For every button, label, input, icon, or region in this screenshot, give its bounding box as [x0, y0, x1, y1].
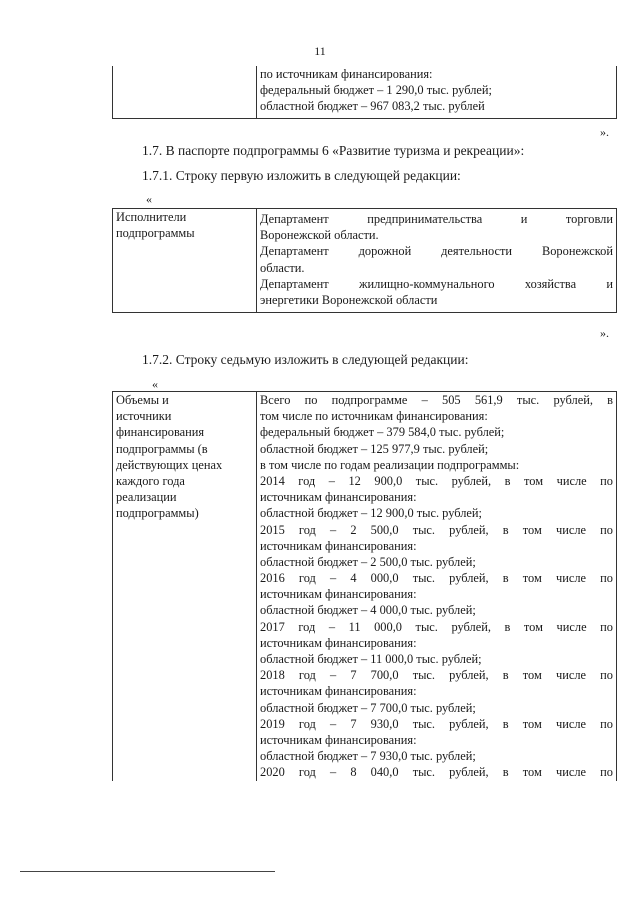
- cell-line: областной бюджет – 11 000,0 тыс. рублей;: [260, 652, 482, 666]
- cell-line: 2014 год – 12 900,0 тыс. рублей, в том числе по: [260, 473, 613, 488]
- cell-line: подпрограммы: [116, 226, 195, 241]
- close-quote: ».: [600, 125, 609, 139]
- cell-line: областной бюджет – 967 083,2 тыс. рублей: [260, 99, 485, 114]
- cell-line: Департамент предпринимательства и торговли: [260, 212, 613, 226]
- cell-line: Воронежской области.: [260, 228, 379, 243]
- cell-line: 2018 год – 7 700,0 тыс. рублей, в том числе по: [260, 668, 613, 683]
- cell-line: областной бюджет – 7 700,0 тыс. рублей;: [260, 700, 476, 715]
- cell-line: том числе по источникам финансирования:: [260, 409, 488, 424]
- page-number: 11: [314, 44, 326, 58]
- funding-table-continuation: [112, 66, 617, 119]
- cell-line: областной бюджет – 12 900,0 тыс. рублей;: [260, 506, 482, 521]
- open-quote: «: [152, 377, 158, 391]
- cell-line: 2015 год – 2 500,0 тыс. рублей, в том числе по: [260, 522, 613, 537]
- cell-line: энергетики Воронежской области: [260, 292, 438, 307]
- table-cell-text: [257, 209, 617, 313]
- cell-line: источникам финансирования:: [260, 732, 417, 747]
- cell-line: источникам финансирования:: [260, 490, 417, 505]
- cell-line: федеральный бюджет – 1 290,0 тыс. рублей;: [260, 83, 492, 98]
- open-quote: «: [146, 192, 152, 206]
- cell-line: 2017 год – 11 000,0 тыс. рублей, в том числе по: [260, 619, 613, 634]
- table-cell-text: [257, 66, 617, 119]
- cell-line: 2020 год – 8 040,0 тыс. рублей, в том числе по: [260, 765, 613, 780]
- cell-line: источникам финансирования:: [260, 538, 417, 553]
- table-row: [113, 209, 617, 313]
- funding-volumes-table: [112, 391, 617, 781]
- cell-line: областной бюджет – 7 930,0 тыс. рублей;: [260, 749, 476, 764]
- close-quote: ».: [600, 326, 609, 340]
- table-cell-label: [113, 392, 257, 781]
- paragraph-1-7-2: 1.7.2. Строку седьмую изложить в следующей редакции:: [142, 352, 469, 367]
- cell-line: по источникам финансирования:: [260, 67, 433, 81]
- cell-line: источники: [116, 409, 172, 424]
- footer-divider: [20, 871, 275, 872]
- cell-line: каждого года: [116, 474, 185, 489]
- cell-line: Департамент жилищно-коммунального хозяйства и: [260, 276, 613, 291]
- cell-line: федеральный бюджет – 379 584,0 тыс. рублей;: [260, 425, 505, 440]
- cell-line: источникам финансирования:: [260, 635, 417, 650]
- cell-line: областной бюджет – 2 500,0 тыс. рублей;: [260, 554, 476, 569]
- cell-line: областной бюджет – 4 000,0 тыс. рублей;: [260, 603, 476, 618]
- cell-line: Департамент дорожной деятельности Воронежской: [260, 244, 613, 259]
- executors-table: [112, 208, 617, 313]
- cell-line: 2019 год – 7 930,0 тыс. рублей, в том числе по: [260, 716, 613, 731]
- cell-line: в том числе по годам реализации подпрограммы:: [260, 457, 520, 472]
- table-cell-text: [257, 392, 617, 781]
- cell-line: области.: [260, 260, 305, 275]
- paragraph-1-7-1: 1.7.1. Строку первую изложить в следующей редакции:: [142, 168, 461, 183]
- cell-line: Всего по подпрограмме – 505 561,9 тыс. рублей, в: [260, 393, 613, 407]
- table-cell-empty: [113, 66, 257, 119]
- cell-line: реализации: [116, 490, 177, 505]
- table-row: [113, 66, 617, 119]
- cell-line: действующих ценах: [116, 457, 223, 472]
- cell-line: финансирования: [116, 425, 205, 440]
- cell-line: источникам финансирования:: [260, 684, 417, 699]
- cell-line: источникам финансирования:: [260, 587, 417, 602]
- table-cell-label: [113, 209, 257, 313]
- cell-line: областной бюджет – 125 977,9 тыс. рублей;: [260, 441, 489, 456]
- paragraph-1-7: 1.7. В паспорте подпрограммы 6 «Развитие туризма и рекреации»:: [142, 143, 525, 158]
- cell-line: подпрограммы (в: [116, 441, 208, 456]
- table-row: [113, 392, 617, 781]
- cell-line: 2016 год – 4 000,0 тыс. рублей, в том числе по: [260, 571, 613, 586]
- cell-line: Объемы и: [116, 393, 169, 407]
- cell-line: подпрограммы): [116, 506, 199, 521]
- cell-line: Исполнители: [116, 210, 187, 224]
